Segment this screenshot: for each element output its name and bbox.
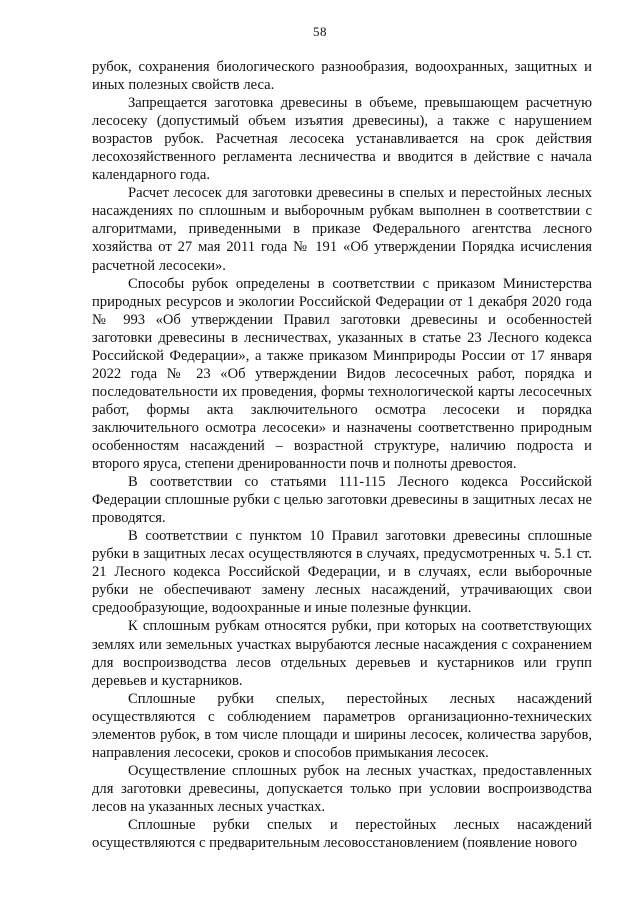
paragraph: Осуществление сплошных рубок на лесных участках, предоставленных для заготовки древесины, допускается только при условии воспроизводства лесов на указанных лесных участках.	[92, 762, 592, 815]
document-body	[92, 58, 592, 852]
paragraph: Запрещается заготовка древесины в объеме, превышающем расчетную лесосеку (допустимый объем изъятия древесины), а также с нарушением возрастов рубок. Расчетная лесосека устанавливается на срок действия лесохозяйственного регламента лесничества и вводится в действие с начала календарного года.	[92, 95, 592, 184]
paragraph: Сплошные рубки спелых, перестойных лесных насаждений осуществляются с соблюдением параметров организационно-технических элементов рубок, в том числе площади и ширины лесосек, количества зарубов, направления лесосеки, сроков и способов примыкания лесосек.	[92, 690, 592, 761]
page-number: 58	[313, 24, 327, 39]
paragraph: В соответствии с пунктом 10 Правил заготовки древесины сплошные рубки в защитных лесах осуществляются в случаях, предусмотренных ч. 5.1 ст. 21 Лесного кодекса Российской Федерации, и в случаях, если выборочные рубки не обеспечивают замену лесных насаждений, утрачивающих свои средообразующие, водоохранные и иные полезные функции.	[92, 528, 592, 617]
paragraph: В соответствии со статьями 111-115 Лесного кодекса Российской Федерации сплошные рубки с целью заготовки древесины в защитных лесах не проводятся.	[92, 474, 592, 527]
paragraph: К сплошным рубкам относятся рубки, при которых на соответствующих землях или земельных участках вырубаются лесные насаждения с сохранением для воспроизводства лесов отдельных деревьев и кустарников или групп деревьев и кустарников.	[92, 618, 592, 689]
paragraph: Сплошные рубки спелых и перестойных лесных насаждений осуществляются с предварительным лесовосстановлением (появление нового	[92, 816, 592, 852]
paragraph: Способы рубок определены в соответствии с приказом Министерства природных ресурсов и экологии Российской Федерации от 1 декабря 2020 года № 993 «Об утверждении Правил заготовки древесины и особенностей заготовки древесины в лесничествах, указанных в статье 23 Лесного кодекса Российской Федерации», а также приказом Минприроды России от 17 января 2022 года № 23 «Об утверждении Видов лесосечных работ, порядка и последовательности их проведения, формы технологической карты лесосечных работ, формы акта заключительного осмотра лесосеки и порядка заключительного осмотра лесосеки» и назначены соответственно природным особенностям насаждений – возрастной структуре, наличию подроста и второго яруса, степени дренированности почв и полноты древостоя.	[92, 275, 592, 473]
paragraph: рубок, сохранения биологического разнообразия, водоохранных, защитных и иных полезных свойств леса.	[92, 59, 592, 94]
paragraph: Расчет лесосек для заготовки древесины в спелых и перестойных лесных насаждениях по сплошным и выборочным рубкам выполнен в соответствии с алгоритмами, приведенными в приказе Федерального агентства лесного хозяйства от 27 мая 2011 года № 191 «Об утверждении Порядка исчисления расчетной лесосеки».	[92, 185, 592, 274]
